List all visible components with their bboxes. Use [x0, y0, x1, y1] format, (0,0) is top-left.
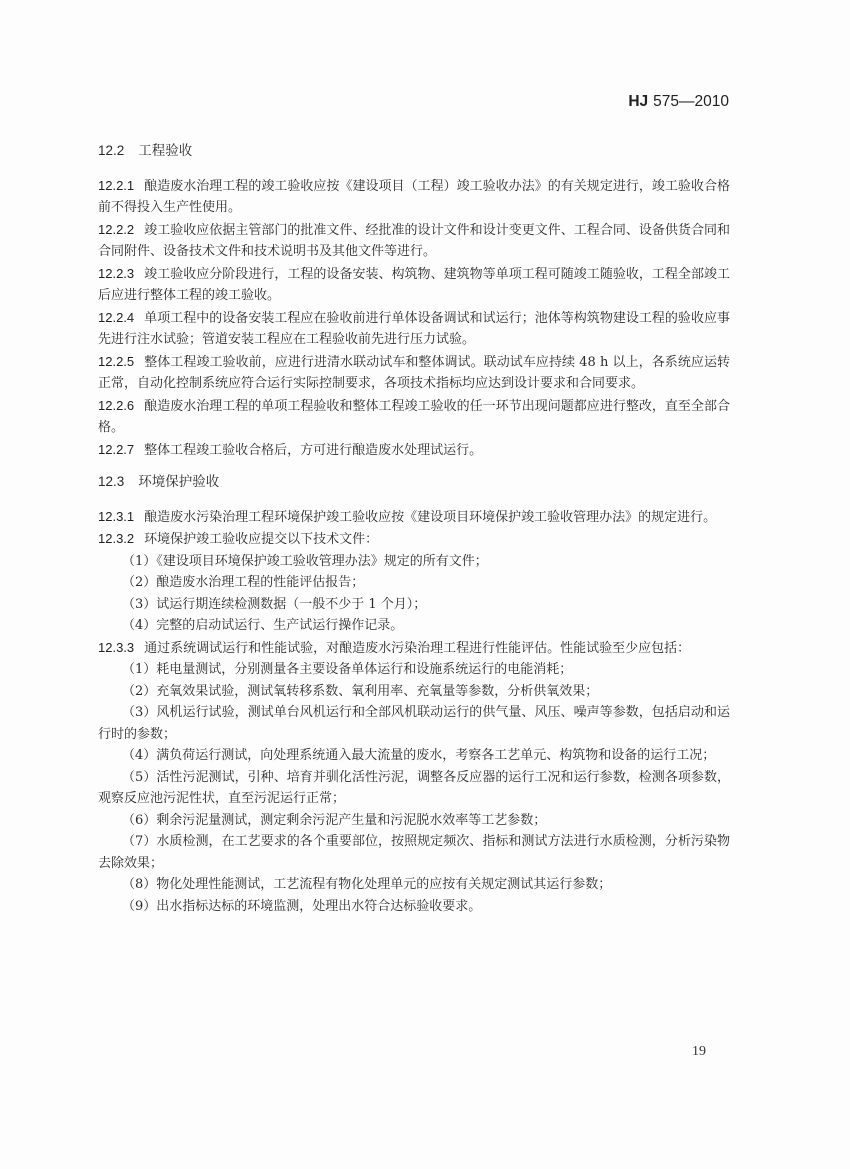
- clause-number: 12.3.3: [98, 639, 135, 655]
- list-item: （4）完整的启动试运行、生产试运行操作记录。: [122, 618, 404, 633]
- clause-12-2-6: [98, 395, 730, 439]
- clause-text: 竣工验收应依据主管部门的批准文件、经批准的设计文件和设计变更文件、工程合同、设备供货合同和合同附件、设备技术文件和技术说明书及其他文件等进行。: [98, 222, 730, 259]
- list-item: （6）剩余污泥量测试，测定剩余污泥产生量和污泥脱水效率等工艺参数；: [122, 812, 547, 828]
- clause-number: 12.2.4: [98, 309, 135, 325]
- section-heading-12-2: [98, 140, 730, 163]
- section-heading-12-3: [98, 471, 730, 494]
- list-item: （3）风机运行试验，测试单台风机运行和全部风机联动运行的供气量、风压、噪声等参数，包括启动和运行时的参数；: [98, 705, 730, 742]
- list-item: （2）充氧效果试验，测试氧转移系数、氧利用率、充氧量等参数，分析供氧效果；: [122, 683, 599, 699]
- standard-code-number: 575—2010: [653, 93, 729, 110]
- clause-12-3-2: [98, 528, 730, 551]
- clause-text: 环境保护竣工验收应提交以下技术文件：: [144, 532, 379, 547]
- section-title: 环境保护验收: [138, 474, 220, 490]
- clause-number: 12.3.2: [98, 531, 135, 546]
- clause-text: 酿造废水治理工程的单项工程验收和整体工程竣工验收的任一环节出现问题都应进行整改，直至全部合格。: [98, 398, 730, 435]
- page-number: 19: [692, 1044, 706, 1059]
- clause-12-2-3: [98, 263, 730, 307]
- section-title: 工程验收: [138, 143, 193, 159]
- clause-text: 整体工程竣工验收合格后，方可进行酿造废水处理试运行。: [144, 442, 483, 458]
- list-item: （1）耗电量测试，分别测量各主要设备单体运行和设施系统运行的电能消耗；: [122, 662, 573, 677]
- clause-text: 通过系统调试运行和性能试验，对酿造废水污染治理工程进行性能评估。性能试验至少应包括：: [144, 640, 691, 656]
- list-item: （1）《建设项目环境保护竣工验收管理办法》规定的所有文件；: [122, 553, 488, 569]
- list-item: （7）水质检测，在工艺要求的各个重要部位，按照规定频次、指标和测试方法进行水质检测，分析污染物去除效果；: [98, 834, 730, 871]
- clause-number: 12.2.1: [98, 177, 135, 193]
- clause-12-2-2: [98, 219, 730, 263]
- clause-12-3-3: [98, 637, 730, 660]
- clause-number: 12.3.1: [98, 508, 135, 524]
- clause-number: 12.2.7: [98, 441, 135, 457]
- clause-text: 酿造废水污染治理工程环境保护竣工验收应按《建设项目环境保护竣工验收管理办法》的规定进行。: [144, 509, 717, 525]
- clause-number: 12.2.6: [98, 397, 135, 413]
- clause-12-2-7: [98, 439, 730, 462]
- list-item: （8）物化处理性能测试，工艺流程有物化处理单元的应按有关规定测试其运行参数；: [122, 877, 612, 892]
- list-item: （5）活性污泥测试，引种、培育并驯化活性污泥，调整各反应器的运行工况和运行参数，检测各项参数，观察反应池污泥性状，直至污泥运行正常；: [98, 769, 730, 806]
- clause-12-3-1: [98, 506, 730, 529]
- standard-code-prefix: HJ: [628, 93, 649, 110]
- clause-text: 竣工验收应分阶段进行，工程的设备安装、构筑物、建筑物等单项工程可随竣工随验收，工程全部竣工后应进行整体工程的竣工验收。: [98, 266, 730, 303]
- list-item: （3）试运行期连续检测数据（一般不少于 1 个月）；: [122, 596, 427, 612]
- clause-text: 酿造废水治理工程的竣工验收应按《建设项目（工程）竣工验收办法》的有关规定进行，竣工验收合格前不得投入生产性使用。: [98, 178, 730, 215]
- clause-text: 整体工程竣工验收前，应进行进清水联动试车和整体调试。联动试车应持续 48 h 以上，各系统应运转正常，自动化控制系统应符合运行实际控制要求，各项技术指标均应达到设计要求和合同要求。: [98, 354, 730, 391]
- clause-12-2-4: [98, 307, 730, 351]
- clause-number: 12.2.3: [98, 265, 135, 281]
- list-item: （9）出水指标达标的环境监测，处理出水符合达标验收要求。: [122, 898, 482, 914]
- section-number: 12.3: [98, 474, 125, 489]
- clause-12-2-1: [98, 175, 730, 219]
- standard-code: [628, 93, 729, 111]
- clause-number: 12.2.2: [98, 221, 135, 237]
- clause-number: 12.2.5: [98, 353, 135, 369]
- clause-12-2-5: [98, 351, 730, 395]
- document-body: [98, 140, 730, 917]
- section-number: 12.2: [98, 143, 125, 158]
- list-item: （4）满负荷运行测试，向处理系统通入最大流量的废水，考察各工艺单元、构筑物和设备的运行工况；: [122, 748, 716, 763]
- clause-text: 单项工程中的设备安装工程应在验收前进行单体设备调试和试运行；池体等构筑物建设工程的验收应事先进行注水试验；管道安装工程应在工程验收前先进行压力试验。: [98, 310, 730, 347]
- list-item: （2）酿造废水治理工程的性能评估报告；: [122, 575, 365, 590]
